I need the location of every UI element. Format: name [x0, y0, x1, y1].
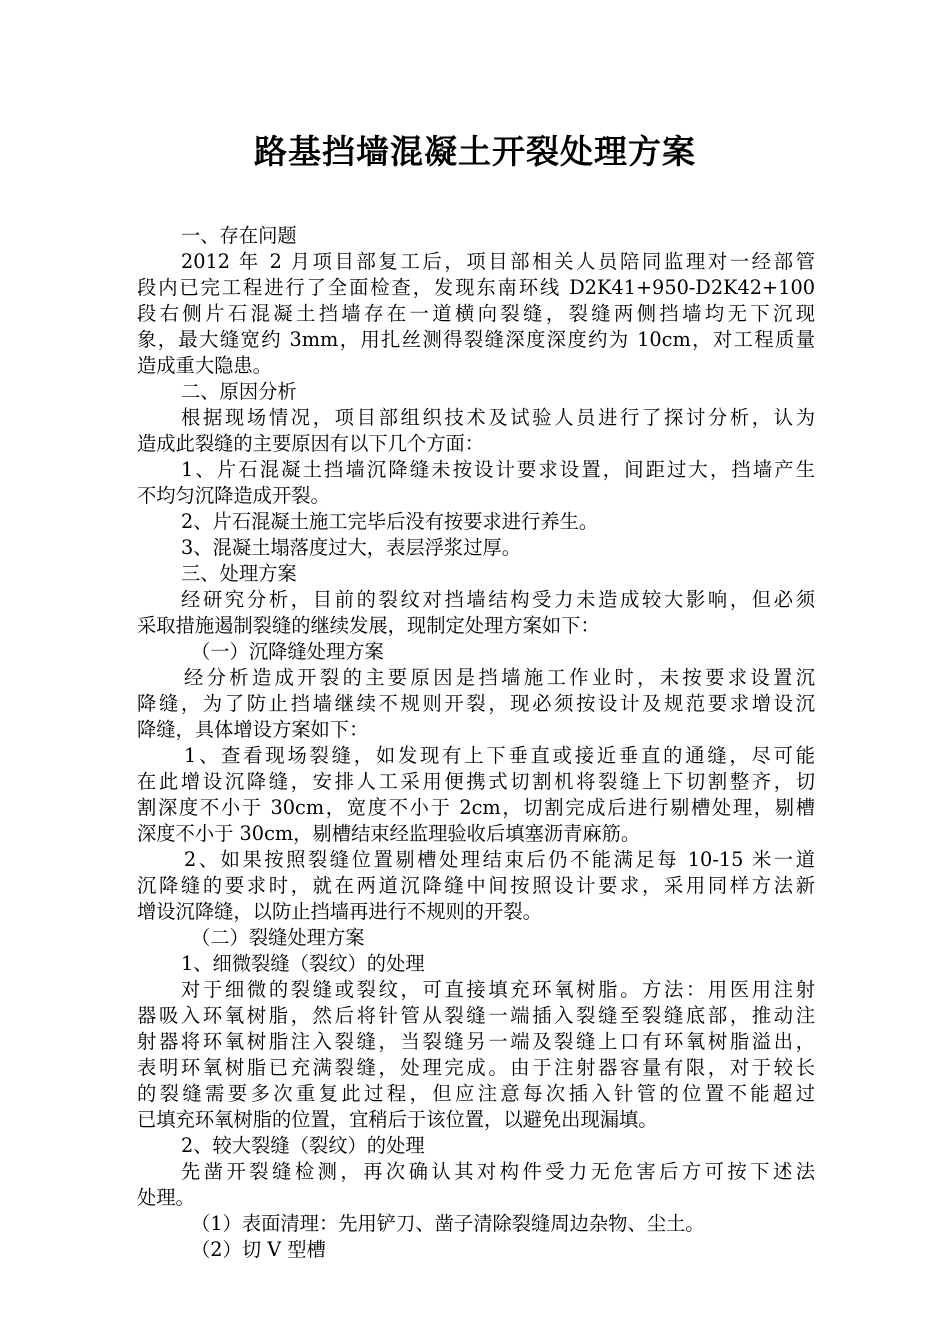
text-line: 割深度不小于 30cm，宽度不小于 2cm，切割完成后进行剔槽处理，剔槽: [137, 796, 815, 819]
text-line: 3、混凝土塌落度过大，表层浮浆过厚。: [181, 536, 522, 559]
text-line: 2、较大裂缝（裂纹）的处理: [181, 1134, 425, 1157]
text-line: 根据现场情况，项目部组织技术及试验人员进行了探讨分析，认为: [181, 406, 815, 429]
text-line: 象，最大缝宽约 3mm，用扎丝测得裂缝深度深度约为 10cm，对工程质量: [137, 328, 815, 351]
text-line: （1）表面清理：先用铲刀、凿子清除裂缝周边杂物、尘土。: [191, 1212, 705, 1235]
text-line: 段内已完工程进行了全面检查，发现东南环线 D2K41+950-D2K42+100: [137, 276, 815, 299]
text-line: 已填充环氧树脂的位置，宜稍后于该位置，以避免出现漏填。: [137, 1108, 658, 1131]
text-line: 1、片石混凝土挡墙沉降缝未按设计要求设置，间距过大，挡墙产生: [181, 458, 815, 481]
text-line: 先凿开裂缝检测，再次确认其对构件受力无危害后方可按下述法: [181, 1160, 815, 1183]
text-line: 表明环氧树脂已充满裂缝，处理完成。由于注射器容量有限，对于较长: [137, 1056, 815, 1079]
document-title: 路基挡墙混凝土开裂处理方案: [254, 132, 696, 171]
text-line: 器吸入环氧树脂，然后将针管从裂缝一端插入裂缝至裂缝底部，推动注: [137, 1004, 815, 1027]
text-line: 降缝，为了防止挡墙继续不规则开裂，现必须按设计及规范要求增设沉: [137, 692, 815, 715]
text-line: 经研究分析，目前的裂纹对挡墙结构受力未造成较大影响，但必须: [181, 588, 815, 611]
text-line: 2、片石混凝土施工完毕后没有按要求进行养生。: [181, 510, 599, 533]
text-line: 不均匀沉降造成开裂。: [137, 484, 330, 507]
text-line: 二、原因分析: [181, 380, 297, 403]
text-line: 三、处理方案: [181, 562, 297, 585]
text-line: 沉降缝的要求时，就在两道沉降缝中间按照设计要求，采用同样方法新: [137, 874, 815, 897]
text-line: 2、如果按照裂缝位置剔槽处理结束后仍不能满足每 10-15 米一道: [184, 848, 815, 871]
text-line: 2012 年 2 月项目部复工后，项目部相关人员陪同监理对一经部管: [181, 250, 815, 273]
document-body: [137, 223, 815, 1263]
text-line: （2）切 V 型槽: [191, 1238, 326, 1261]
text-line: 造成重大隐患。: [137, 354, 272, 377]
text-line: 对于细微的裂缝或裂纹，可直接填充环氧树脂。方法：用医用注射: [181, 978, 815, 1001]
text-line: 的裂缝需要多次重复此过程，但应注意每次插入针管的位置不能超过: [137, 1082, 815, 1105]
text-line: 1、细微裂缝（裂纹）的处理: [181, 952, 425, 975]
text-line: （二）裂缝处理方案: [191, 926, 365, 949]
text-line: 降缝，具体增设方案如下：: [137, 718, 369, 741]
text-line: （一）沉降缝处理方案: [191, 640, 384, 663]
text-line: 在此增设沉降缝，安排人工采用便携式切割机将裂缝上下切割整齐，切: [137, 770, 815, 793]
text-line: 增设沉降缝，以防止挡墙再进行不规则的开裂。: [137, 900, 542, 923]
text-line: 造成此裂缝的主要原因有以下几个方面：: [137, 432, 485, 455]
text-line: 段右侧片石混凝土挡墙存在一道横向裂缝，裂缝两侧挡墙均无下沉现: [137, 302, 815, 325]
text-line: 射器将环氧树脂注入裂缝，当裂缝另一端及裂缝上口有环氧树脂溢出，: [137, 1030, 815, 1053]
text-line: 1、查看现场裂缝，如发现有上下垂直或接近垂直的通缝，尽可能: [184, 744, 815, 767]
text-line: 深度不小于 30cm，剔槽结束经监理验收后填塞沥青麻筋。: [137, 822, 641, 845]
text-line: 经分析造成开裂的主要原因是挡墙施工作业时，未按要求设置沉: [184, 666, 815, 689]
text-line: 处理。: [137, 1186, 195, 1209]
text-line: 采取措施遏制裂缝的继续发展，现制定处理方案如下：: [137, 614, 600, 637]
text-line: 一、存在问题: [181, 224, 297, 247]
